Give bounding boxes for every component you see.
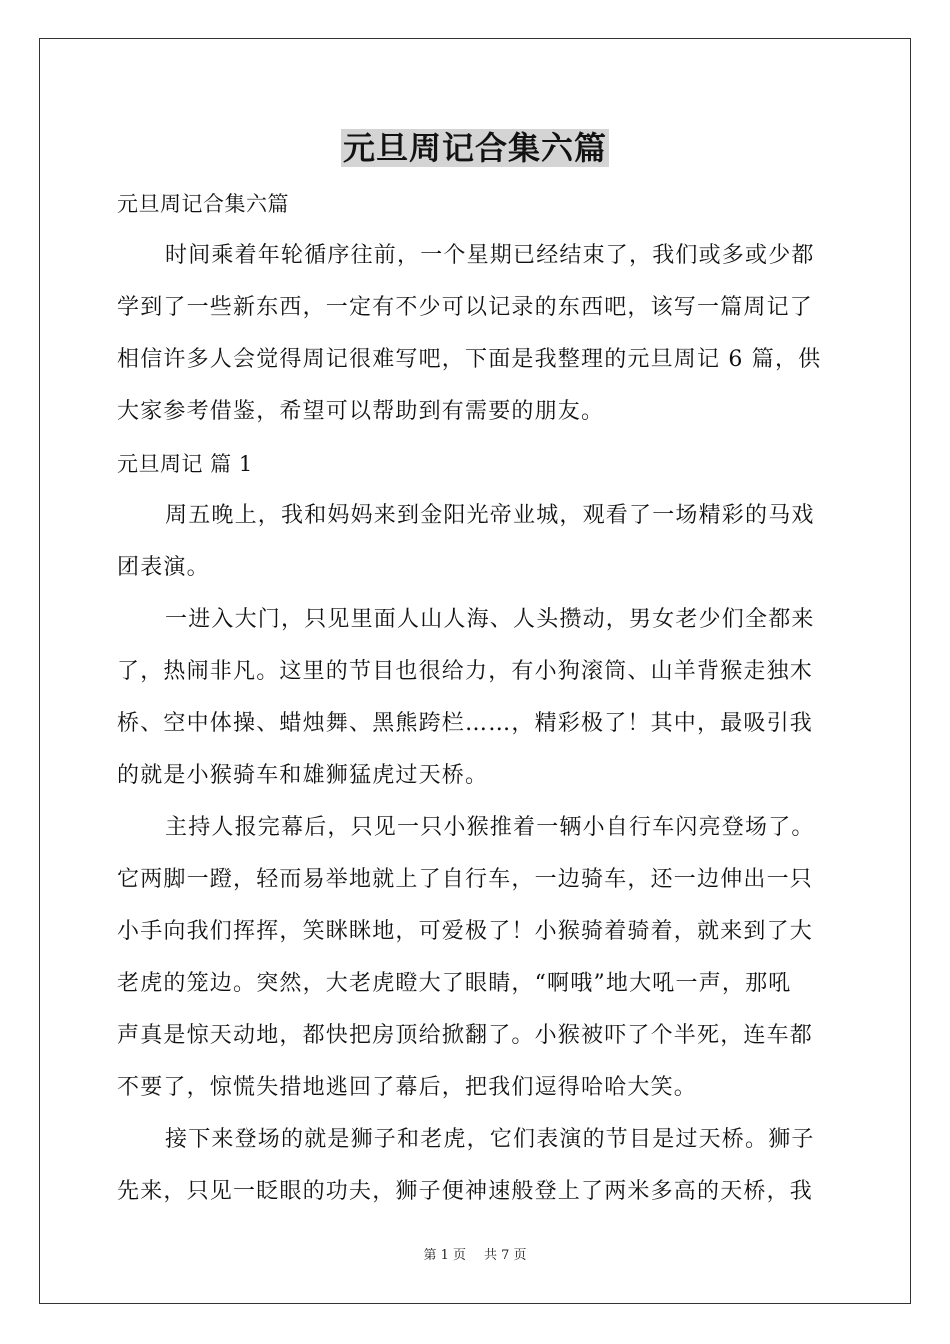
paragraph-line: 主持人报完幕后，只见一只小猴推着一辆小自行车闪亮登场了。 <box>165 815 815 840</box>
document-body <box>117 178 837 1218</box>
paragraph-line: 一进入大门，只见里面人山人海、人头攒动，男女老少们全都来 <box>165 607 815 632</box>
paragraph-line: 学到了一些新东西，一定有不少可以记录的东西吧，该写一篇周记了 <box>117 295 814 320</box>
paragraph-line: 它两脚一蹬，轻而易举地就上了自行车，一边骑车，还一边伸出一只 <box>117 867 814 892</box>
page-total: 共 7 页 <box>484 1248 527 1263</box>
paragraph-line: 桥、空中体操、蜡烛舞、黑熊跨栏……，精彩极了！其中，最吸引我 <box>117 711 814 736</box>
paragraph-line: 团表演。 <box>117 555 210 580</box>
paragraph-line: 先来，只见一眨眼的功夫，狮子便神速般登上了两米多高的天桥，我 <box>117 1179 814 1204</box>
section-heading: 元旦周记合集六篇 <box>117 192 289 216</box>
paragraph-line: 老虎的笼边。突然，大老虎瞪大了眼睛，“啊哦”地大吼一声，那吼 <box>117 971 792 996</box>
paragraph-line: 声真是惊天动地，都快把房顶给掀翻了。小猴被吓了个半死，连车都 <box>117 1023 814 1048</box>
paragraph-line: 了，热闹非凡。这里的节目也很给力，有小狗滚筒、山羊背猴走独木 <box>117 659 814 684</box>
paragraph-line: 周五晚上，我和妈妈来到金阳光帝业城，观看了一场精彩的马戏 <box>165 503 815 528</box>
paragraph-line: 接下来登场的就是狮子和老虎，它们表演的节目是过天桥。狮子 <box>165 1127 815 1152</box>
page-number: 第 1 页 <box>423 1248 466 1263</box>
document-title <box>0 124 950 172</box>
paragraph-line: 的就是小猴骑车和雄狮猛虎过天桥。 <box>117 763 489 788</box>
section-heading: 元旦周记 篇 1 <box>117 452 253 476</box>
paragraph-line: 小手向我们挥挥，笑眯眯地，可爱极了！小猴骑着骑着，就来到了大 <box>117 919 814 944</box>
document-title-text: 元旦周记合集六篇 <box>342 129 607 167</box>
page-footer <box>0 1246 950 1266</box>
paragraph-line: 大家参考借鉴，希望可以帮助到有需要的朋友。 <box>117 399 605 424</box>
paragraph-line: 不要了，惊慌失措地逃回了幕后，把我们逗得哈哈大笑。 <box>117 1075 698 1100</box>
paragraph-line: 相信许多人会觉得周记很难写吧，下面是我整理的元旦周记 6 篇，供 <box>117 347 822 372</box>
paragraph-line: 时间乘着年轮循序往前，一个星期已经结束了，我们或多或少都 <box>165 243 815 268</box>
